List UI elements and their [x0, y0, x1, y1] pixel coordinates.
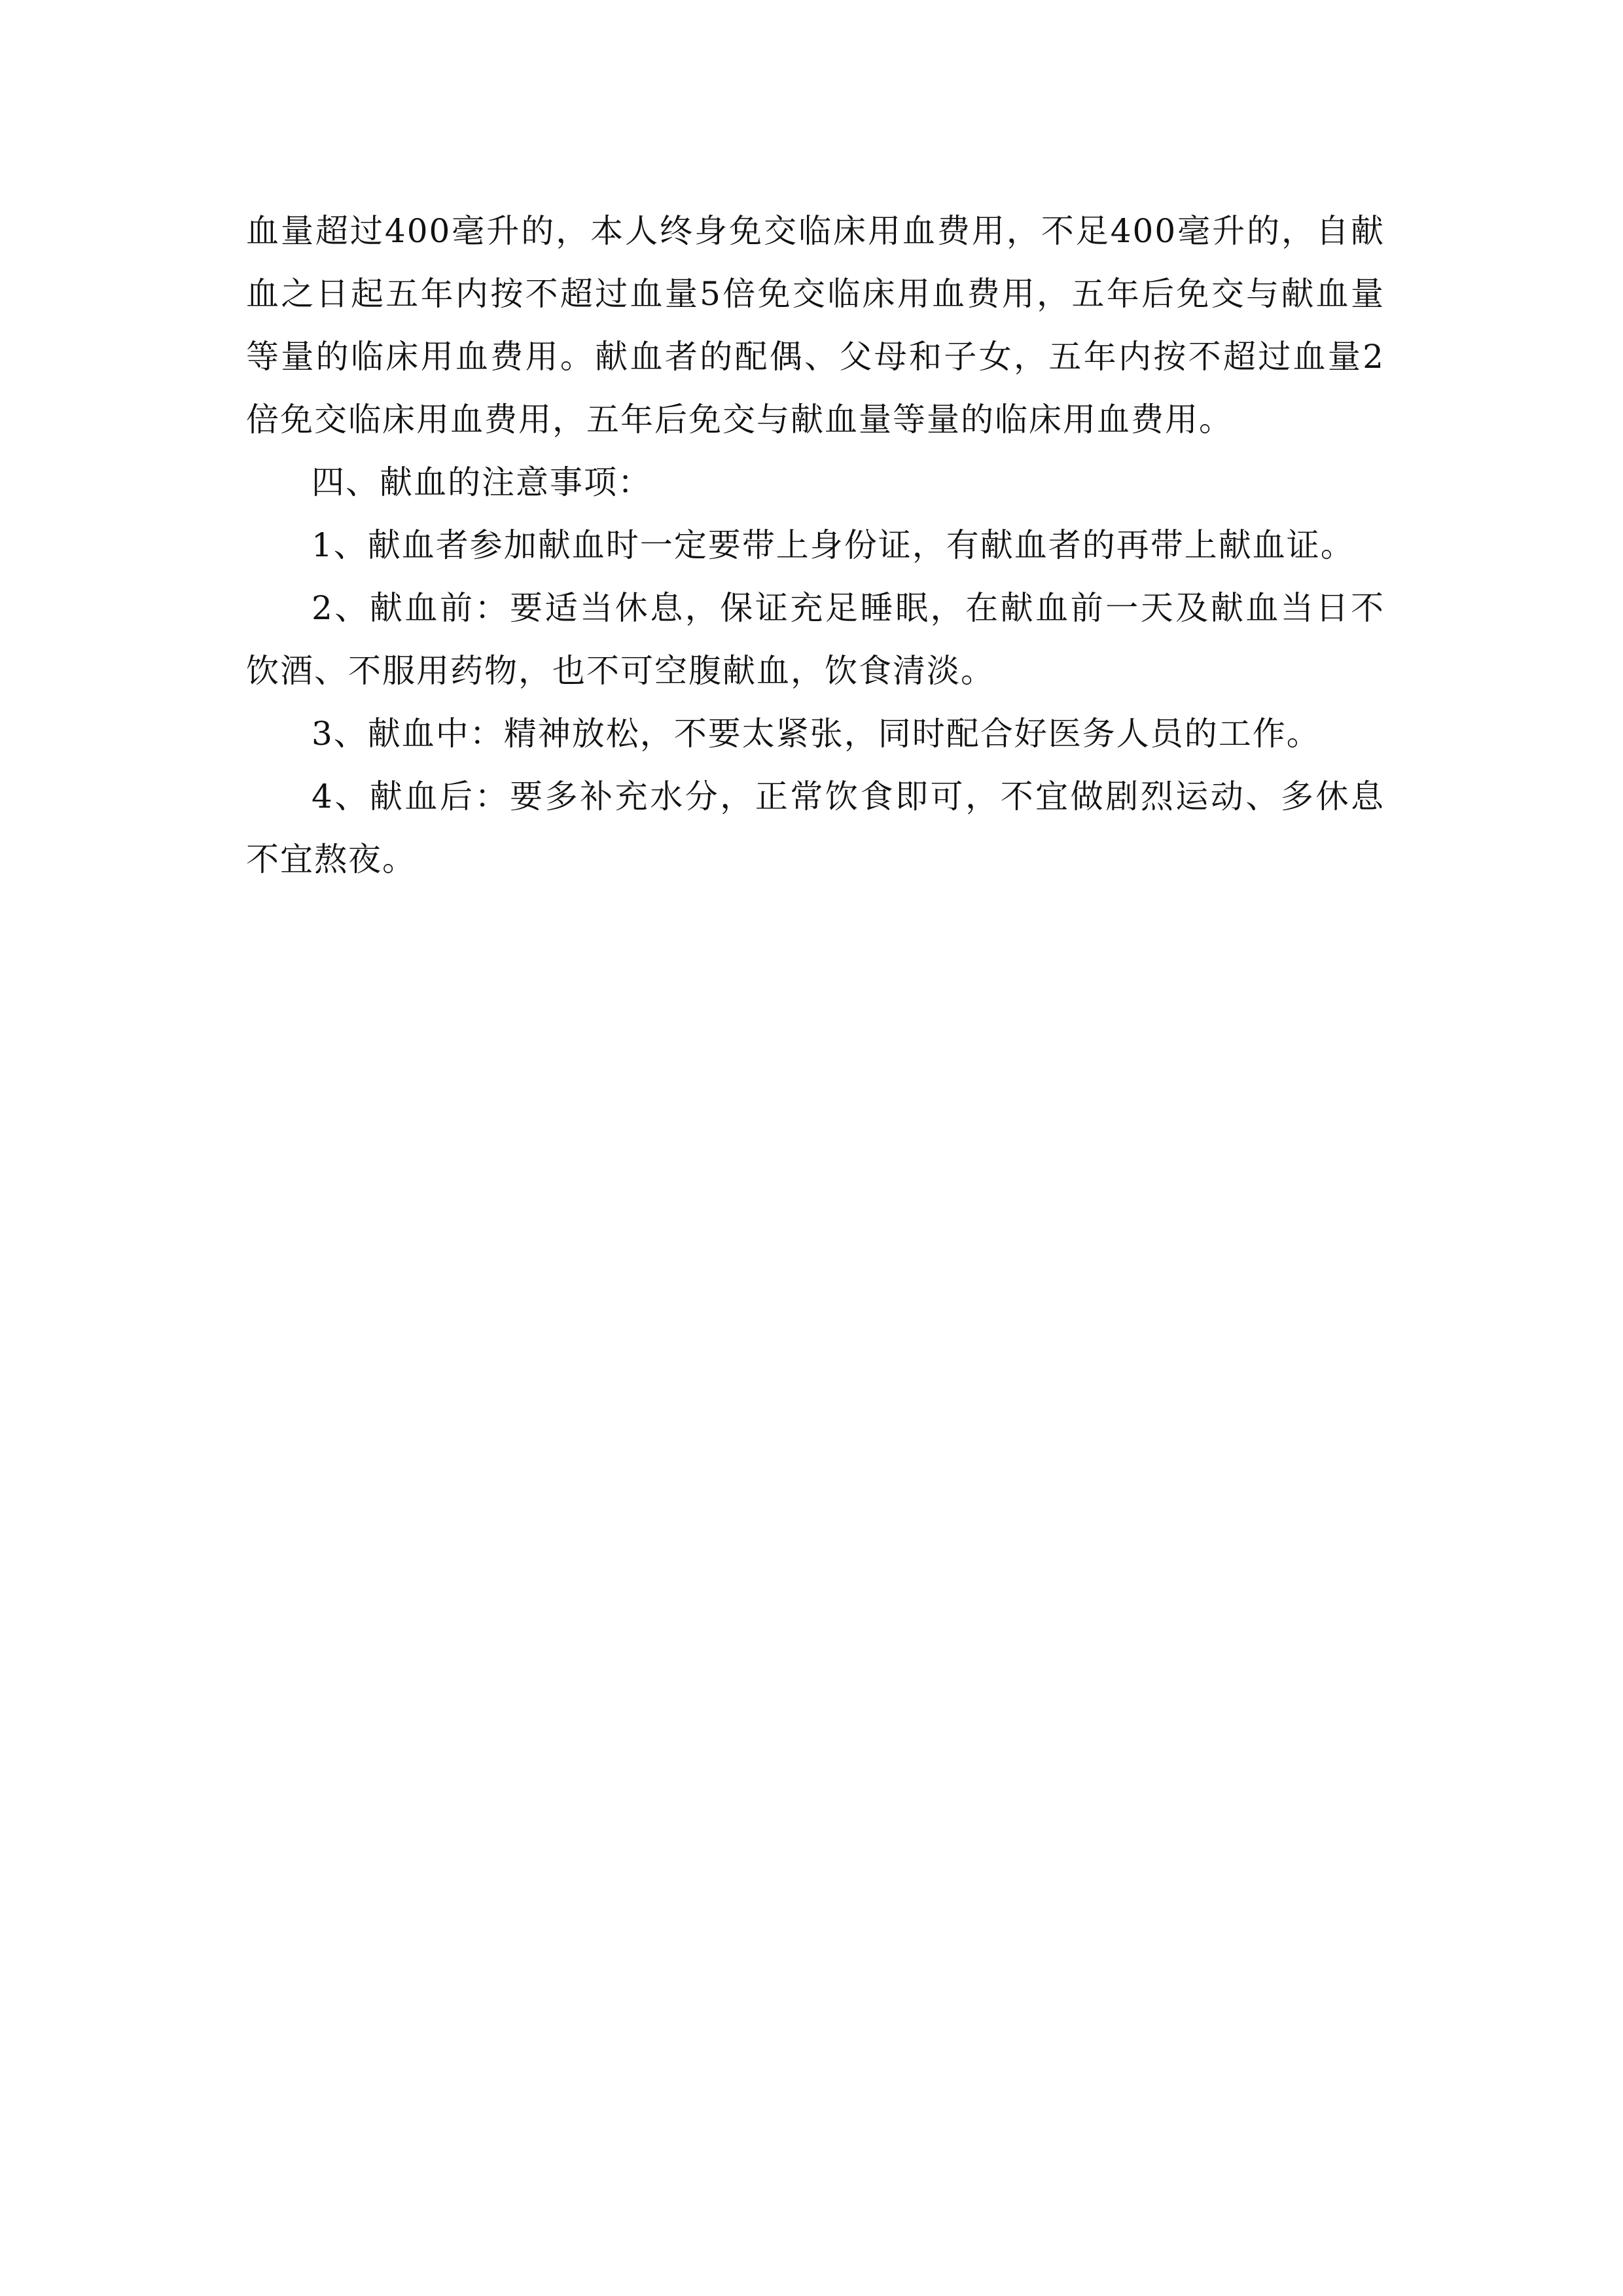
- list-item-before-donation: 2、献血前：要适当休息，保证充足睡眠，在献血前一天及献血当日不饮酒、不服用药物，也不可空腹献血，饮食清淡。: [246, 589, 1385, 690]
- paragraph-blood-fee-exemption: 血量超过400毫升的，本人终身免交临床用血费用，不足400毫升的，自献血之日起五年内按不超过血量5倍免交临床用血费用，五年后免交与献血量等量的临床用血费用。献血者的配偶、父母和子女，五年内按不超过血量2倍免交临床用血费用，五年后免交与献血量等量的临床用血费用。: [246, 212, 1385, 439]
- list-item-during-donation: 3、献血中：精神放松，不要太紧张，同时配合好医务人员的工作。: [312, 715, 1321, 753]
- list-item-after-donation: 4、献血后：要多补充水分，正常饮食即可，不宜做剧烈运动、多休息不宜熬夜。: [246, 778, 1385, 878]
- document-body: [246, 200, 1385, 891]
- section-heading-precautions: 四、献血的注意事项：: [312, 463, 652, 501]
- list-item-id-card: 1、献血者参加献血时一定要带上身份证，有献血者的再带上献血证。: [312, 526, 1355, 564]
